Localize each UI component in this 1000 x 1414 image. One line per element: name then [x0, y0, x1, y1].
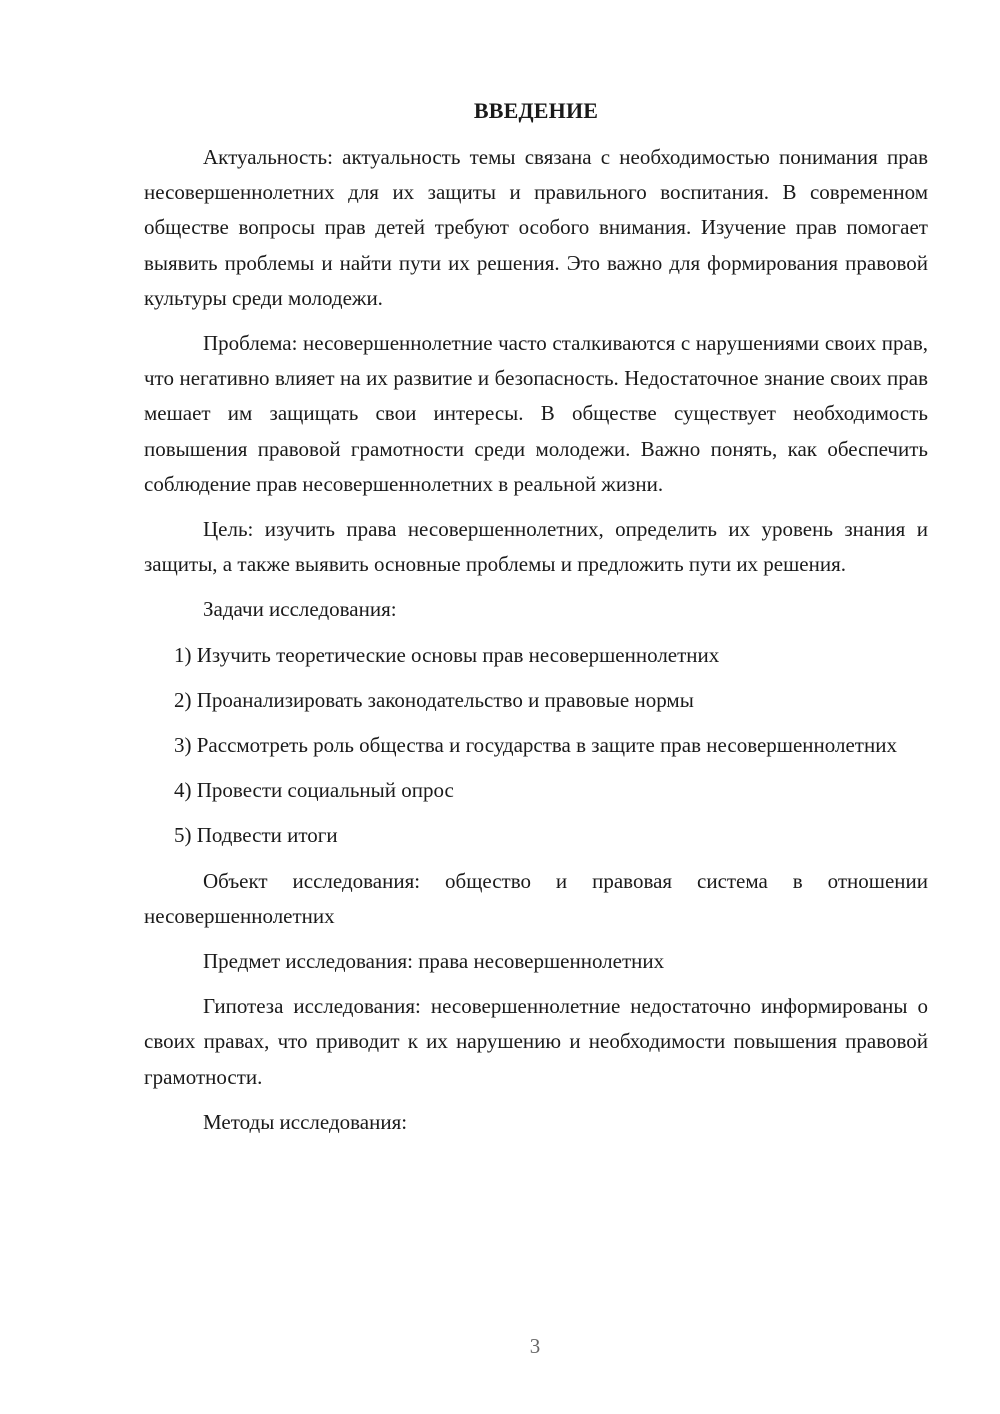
goal-paragraph: Цель: изучить права несовершеннолетних, определить их уровень знания и защиты, а также выявить основные проблемы и предложить пути их решения. [144, 517, 928, 577]
task-item: 5) Подвести итоги [174, 823, 338, 848]
relevance-paragraph: Актуальность: актуальность темы связана с необходимостью понимания прав несовершеннолетних для их защиты и правильного воспитания. В современном обществе вопросы прав детей требуют особого внимания. Изучение прав помогает выявить проблемы и найти пути их решения. Это важно для формирования правовой культуры среди молодежи. [144, 145, 928, 310]
document-page [144, 92, 928, 1150]
task-item: 4) Провести социальный опрос [174, 778, 454, 803]
object-paragraph: Объект исследования: общество и правовая система в отношении несовершеннолетних [144, 868, 928, 928]
problem-paragraph: Проблема: несовершеннолетние часто сталкиваются с нарушениями своих прав, что негативно влияет на их развитие и безопасность. Недостаточное знание своих прав мешает им защищать свои интересы. В обществе существует необходимость повышения правовой грамотности среди молодежи. Важно понять, как обеспечить соблюдение прав несовершеннолетних в реальной жизни. [144, 331, 928, 496]
methods-heading: Методы исследования: [203, 1109, 408, 1134]
tasks-heading: Задачи исследования: [203, 597, 397, 622]
task-item: 3) Рассмотреть роль общества и государства в защите прав несовершеннолетних [174, 733, 897, 758]
task-item: 1) Изучить теоретические основы прав несовершеннолетних [174, 642, 720, 667]
section-title: ВВЕДЕНИЕ [473, 98, 599, 123]
page-number: 3 [529, 1334, 541, 1358]
task-item: 2) Проанализировать законодательство и правовые нормы [174, 687, 694, 712]
subject-paragraph: Предмет исследования: права несовершеннолетних [203, 949, 665, 974]
hypothesis-paragraph: Гипотеза исследования: несовершеннолетние недостаточно информированы о своих правах, что приводит к их нарушению и необходимости повышения правовой грамотности. [144, 994, 928, 1089]
